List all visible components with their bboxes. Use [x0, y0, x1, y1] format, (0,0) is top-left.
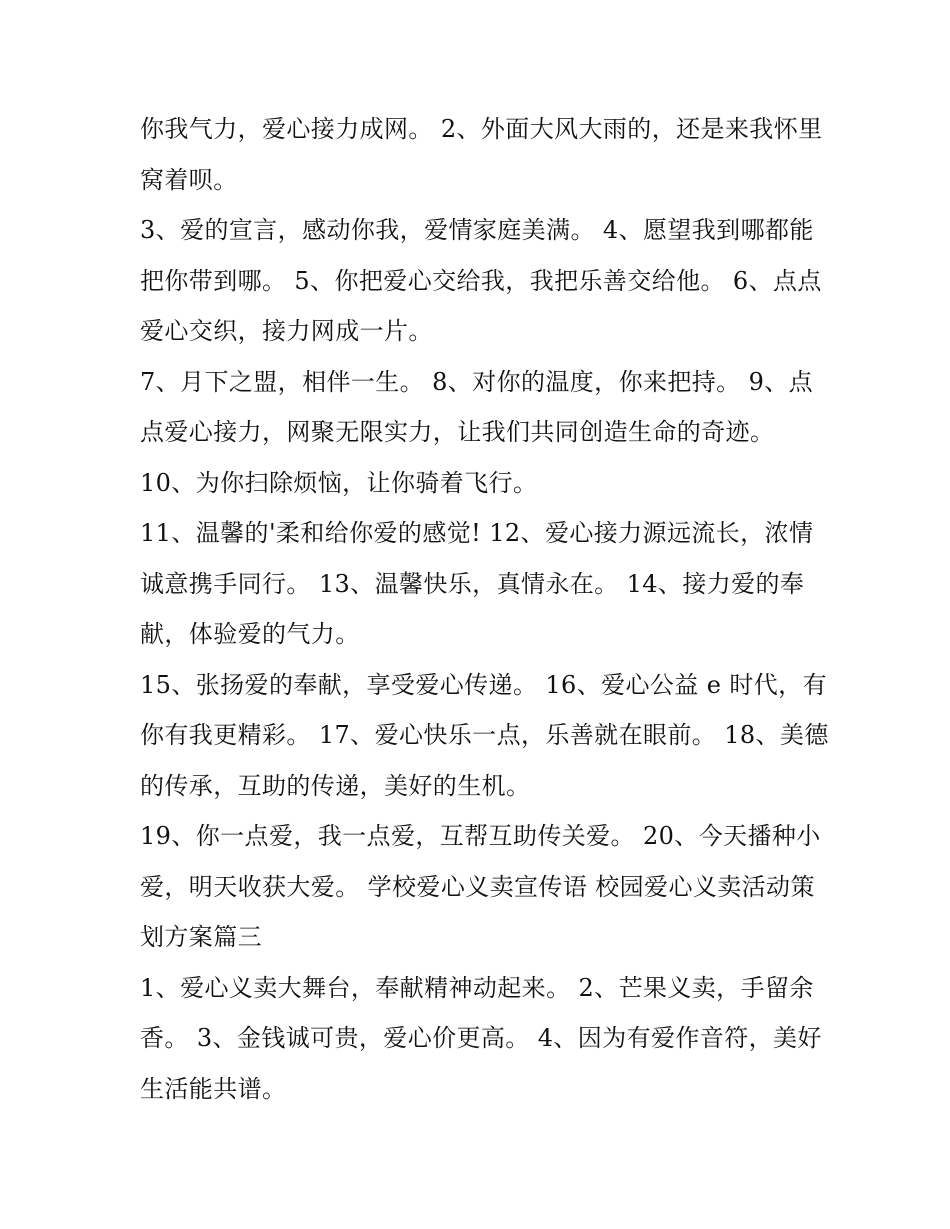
paragraph-4: 10、为你扫除烦恼，让你骑着飞行。: [140, 468, 538, 497]
paragraph-3: 7、月下之盟，相伴一生。 8、对你的温度，你来把持。 9、点点爱心接力，网聚无限实力，让我们共同创造生命的奇迹。: [140, 367, 814, 446]
paragraph-2: 3、爱的宣言，感动你我，爱情家庭美满。 4、愿望我到哪都能把你带到哪。 5、你把爱心交给我，我把乐善交给他。 6、点点爱心交织，接力网成一片。: [140, 216, 822, 345]
paragraph-1: 你我气力，爱心接力成网。 2、外面大风大雨的，还是来我怀里窝着呗。: [140, 115, 823, 194]
paragraph-8: 1、爱心义卖大舞台，奉献精神动起来。 2、芒果义卖，手留余香。 3、金钱诚可贵，爱心价更高。 4、因为有爱作音符，美好生活能共谱。: [140, 973, 822, 1103]
paragraph-7: 19、你一点爱，我一点爱，互帮互助传关爱。 20、今天播种小爱，明天收获大爱。 学校爱心义卖宣传语 校园爱心义卖活动策划方案篇三: [140, 822, 821, 951]
paragraph-6: 15、张扬爱的奉献，享受爱心传递。 16、爱心公益 e 时代，有你有我更精彩。 17、爱心快乐一点，乐善就在眼前。 18、美德的传承，互助的传递，美好的生机。: [140, 670, 829, 800]
document-body: [140, 104, 830, 1114]
paragraph-5: 11、温馨的'柔和给你爱的感觉! 12、爱心接力源远流长，浓情诚意携手同行。 13、温馨快乐，真情永在。 14、接力爱的奉献，体验爱的气力。: [140, 519, 814, 648]
